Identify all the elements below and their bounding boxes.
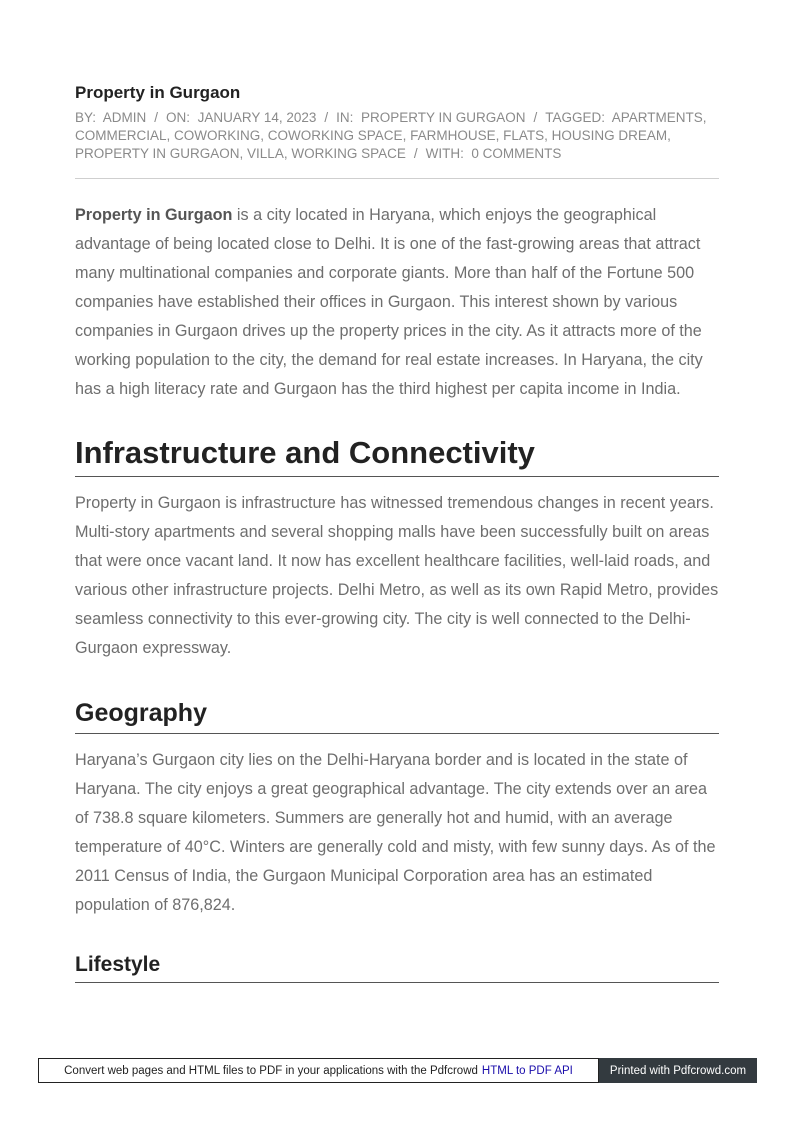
footer-printed-with[interactable]: Printed with Pdfcrowd.com bbox=[599, 1058, 757, 1083]
section-heading-lifestyle: Lifestyle bbox=[75, 951, 719, 983]
meta-comments-link[interactable]: 0 COMMENTS bbox=[471, 146, 562, 161]
pdf-footer-banner bbox=[38, 1058, 757, 1083]
meta-tag-link[interactable]: WORKING SPACE bbox=[291, 146, 406, 161]
article bbox=[75, 82, 719, 983]
meta-on-label: ON: bbox=[166, 110, 191, 125]
post-meta: BY: ADMIN / ON: JANUARY 14, 2023 / IN: PROPERTY IN GURGAON / TAGGED: APARTMENTS, COMMERCIAL, COWORKING, COWORKING SPACE, FARMHOUSE, FLATS, HOUSING DREAM, PROPERTY IN GURGAON, VILLA, WORKING SPACE / WITH: 0 COMMENTS bbox=[75, 110, 707, 161]
post-title[interactable]: Property in Gurgaon bbox=[75, 83, 241, 102]
meta-tag-link[interactable]: COMMERCIAL bbox=[75, 128, 167, 143]
footer-api-link[interactable]: HTML to PDF API bbox=[481, 1064, 573, 1077]
infrastructure-paragraph: Property in Gurgaon is infrastructure has witnessed tremendous changes in recent years. Multi-story apartments and several shopping malls have been successfully built on areas that were once vacant land. It now has excellent healthcare facilities, well-laid roads, and various other infrastructure projects. Delhi Metro, as well as its own Rapid Metro, provides seamless connectivity to this ever-growing city. The city is well connected to the Delhi-Gurgaon expressway. bbox=[75, 494, 719, 657]
geography-paragraph: Haryana’s Gurgaon city lies on the Delhi-Haryana border and is located in the state of Haryana. The city enjoys a great geographical advantage. The city extends over an area of 738.8 square kilometers. Summers are generally hot and humid, with an average temperature of 40°C. Winters are generally cold and misty, with few sunny days. As of the 2011 Census of India, the Gurgaon Municipal Corporation area has an estimated population of 876,824. bbox=[75, 751, 716, 914]
meta-tag-link[interactable]: COWORKING bbox=[174, 128, 261, 143]
meta-tag-link[interactable]: FLATS bbox=[503, 128, 545, 143]
meta-tag-link[interactable]: APARTMENTS bbox=[611, 110, 703, 125]
meta-tag-link[interactable]: PROPERTY IN GURGAON bbox=[75, 146, 240, 161]
meta-tag-link[interactable]: VILLA bbox=[247, 146, 284, 161]
intro-text: is a city located in Haryana, which enjoys the geographical advantage of being located close to Delhi. It is one of the fast-growing areas that attract many multinational companies and corporate giants. More than half of the Fortune 500 companies have established their offices in Gurgaon. This interest shown by various companies in Gurgaon drives up the property prices in the city. As it attracts more of the working population to the city, the demand for real estate increases. In Haryana, the city has a high literacy rate and Gurgaon has the third highest per capita income in India. bbox=[75, 206, 703, 398]
footer-promo-text: Convert web pages and HTML files to PDF in your applications with the Pdfcrowd bbox=[64, 1064, 478, 1077]
meta-with-label: WITH: bbox=[425, 146, 464, 161]
meta-in-label: IN: bbox=[336, 110, 354, 125]
intro-bold-text: Property in Gurgaon bbox=[75, 206, 233, 224]
meta-divider bbox=[75, 178, 719, 179]
meta-by-label: BY: bbox=[75, 110, 97, 125]
meta-tag-link[interactable]: FARMHOUSE bbox=[410, 128, 496, 143]
meta-tag-link[interactable]: COWORKING SPACE bbox=[267, 128, 403, 143]
meta-tagged-label: TAGGED: bbox=[545, 110, 606, 125]
meta-date: JANUARY 14, 2023 bbox=[197, 110, 317, 125]
intro-paragraph bbox=[75, 201, 719, 404]
meta-author-link[interactable]: ADMIN bbox=[102, 110, 147, 125]
meta-tag-link[interactable]: HOUSING DREAM bbox=[551, 128, 668, 143]
meta-category-link[interactable]: PROPERTY IN GURGAON bbox=[360, 110, 526, 125]
footer-promo bbox=[38, 1058, 599, 1083]
section-heading-geography: Geography bbox=[75, 697, 719, 734]
section-heading-infrastructure: Infrastructure and Connectivity bbox=[75, 434, 719, 477]
